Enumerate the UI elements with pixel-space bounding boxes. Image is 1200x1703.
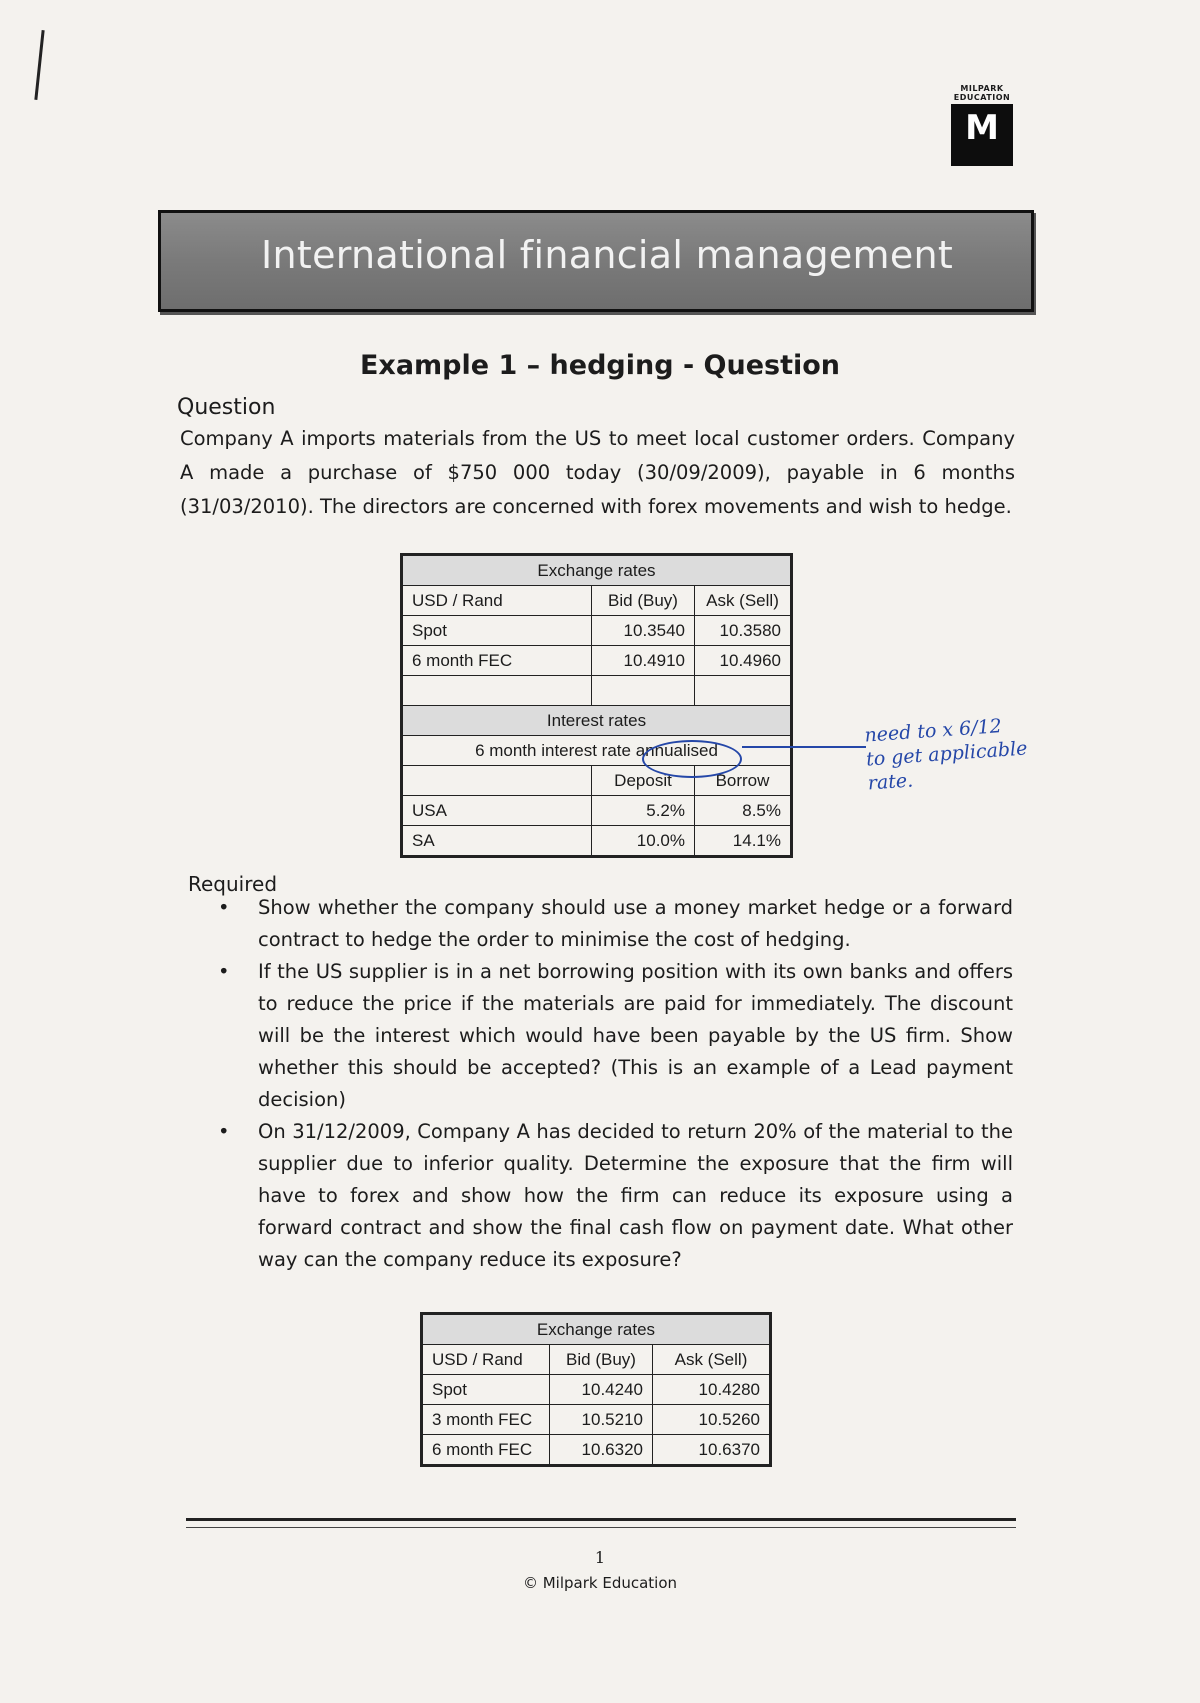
table-row bbox=[402, 676, 792, 706]
table-cell bbox=[695, 676, 792, 706]
table-cell: 10.6320 bbox=[550, 1435, 653, 1466]
interest-rate-subtitle: 6 month interest rate annualised bbox=[402, 736, 792, 766]
table-row bbox=[402, 586, 792, 616]
table-row bbox=[422, 1314, 771, 1345]
page-title: Example 1 – hedging - Question bbox=[359, 350, 841, 381]
table-row bbox=[422, 1345, 771, 1375]
handwritten-note-line: to get applicable bbox=[865, 737, 1029, 771]
logo-letter: M bbox=[951, 104, 1013, 166]
handwritten-note-line: rate. bbox=[867, 769, 914, 795]
annotation-arrow-line bbox=[742, 746, 866, 748]
milpark-logo bbox=[950, 84, 1014, 166]
interest-rates-title: Interest rates bbox=[402, 706, 792, 736]
list-item: • Show whether the company should use a money market hedge or a forward contract to hedge the order to minimise the cost of hedging. bbox=[218, 896, 1013, 951]
table-cell: 10.4280 bbox=[653, 1375, 771, 1405]
table-cell: 10.0% bbox=[592, 826, 695, 857]
table-row bbox=[422, 1435, 771, 1466]
table-cell: 14.1% bbox=[695, 826, 792, 857]
table-cell: Bid (Buy) bbox=[550, 1345, 653, 1375]
table-cell: Borrow bbox=[695, 766, 792, 796]
table-cell: 10.4960 bbox=[695, 646, 792, 676]
logo-text-line1: MILPARK bbox=[960, 84, 1004, 93]
table-cell: 10.3540 bbox=[592, 616, 695, 646]
table-cell: 6 month FEC bbox=[402, 646, 592, 676]
table-cell: 10.4240 bbox=[550, 1375, 653, 1405]
handwritten-note bbox=[864, 712, 1030, 795]
table-row bbox=[402, 826, 792, 857]
table-cell: Spot bbox=[422, 1375, 550, 1405]
table-cell bbox=[402, 766, 592, 796]
table-cell bbox=[592, 676, 695, 706]
table-cell: Deposit bbox=[592, 766, 695, 796]
table-cell bbox=[402, 676, 592, 706]
question-text: Company A imports materials from the US to meet local customer orders. Company A made a purchase of $750 000 today (30/09/2009), payable in 6 months (31/03/2010). The directors are concerned with forex movements and wish to hedge. bbox=[180, 427, 1015, 518]
question-heading: Question bbox=[177, 395, 276, 420]
table-cell: 8.5% bbox=[695, 796, 792, 826]
banner-title: International financial management bbox=[261, 233, 954, 277]
table-cell: 10.5260 bbox=[653, 1405, 771, 1435]
table-cell: 10.3580 bbox=[695, 616, 792, 646]
table-cell: 5.2% bbox=[592, 796, 695, 826]
table-cell: SA bbox=[402, 826, 592, 857]
required-list bbox=[218, 892, 1013, 1276]
copyright: © Milpark Education bbox=[522, 1574, 678, 1592]
title-banner bbox=[158, 210, 1034, 312]
exchange-rates-table-2 bbox=[420, 1312, 772, 1467]
table-row bbox=[422, 1405, 771, 1435]
list-item: • On 31/12/2009, Company A has decided to return 20% of the material to the supplier due to inferior quality. Determine the exposure that the firm will have to forex and show how the firm can reduce its exposure using a forward contract and show the final cash flow on payment date. What other way can the company reduce its exposure? bbox=[218, 1120, 1013, 1271]
table-cell: USD / Rand bbox=[422, 1345, 550, 1375]
table-cell: 10.5210 bbox=[550, 1405, 653, 1435]
list-item-text: On 31/12/2009, Company A has decided to return 20% of the material to the supplier due to inferior quality. Determine the exposure that the firm will have to forex and show how the firm can reduce its exposure using a forward contract and show the final cash flow on payment date. What other way can the company reduce its exposure? bbox=[258, 1120, 1013, 1271]
table-cell: Bid (Buy) bbox=[592, 586, 695, 616]
list-item: • If the US supplier is in a net borrowing position with its own banks and offers to reduce the price if the materials are paid for immediately. The discount will be the interest which would have been payable by the US firm. Show whether this should be accepted? (This is an example of a Lead payment decision) bbox=[218, 960, 1013, 1111]
table-cell: Spot bbox=[402, 616, 592, 646]
list-item-text: If the US supplier is in a net borrowing position with its own banks and offers to reduce the price if the materials are paid for immediately. The discount will be the interest which would have been payable by the US firm. Show whether this should be accepted? (This is an example of a Lead payment decision) bbox=[258, 960, 1013, 1111]
exchange-rates-title: Exchange rates bbox=[422, 1314, 771, 1345]
table-cell: USA bbox=[402, 796, 592, 826]
pen-mark bbox=[34, 30, 44, 100]
table-row bbox=[402, 796, 792, 826]
logo-text-line2: EDUCATION bbox=[953, 93, 1011, 102]
table-row bbox=[402, 706, 792, 736]
exchange-rates-title: Exchange rates bbox=[402, 555, 792, 586]
list-item-text: Show whether the company should use a money market hedge or a forward contract to hedge the order to minimise the cost of hedging. bbox=[258, 896, 1013, 951]
table-cell: 10.4910 bbox=[592, 646, 695, 676]
page-number: 1 bbox=[594, 1548, 606, 1567]
table-cell: USD / Rand bbox=[402, 586, 592, 616]
annotation-circle bbox=[642, 740, 742, 778]
table-row bbox=[402, 766, 792, 796]
table-cell: Ask (Sell) bbox=[653, 1345, 771, 1375]
table-cell: Ask (Sell) bbox=[695, 586, 792, 616]
table-cell: 10.6370 bbox=[653, 1435, 771, 1466]
handwritten-note-line: need to x 6/12 bbox=[863, 715, 1003, 747]
table-row bbox=[422, 1375, 771, 1405]
footer-rule bbox=[186, 1518, 1016, 1528]
exchange-interest-table bbox=[400, 553, 793, 858]
required-heading: Required bbox=[188, 872, 278, 896]
table-cell: 6 month FEC bbox=[422, 1435, 550, 1466]
table-row bbox=[402, 646, 792, 676]
table-cell: 3 month FEC bbox=[422, 1405, 550, 1435]
table-row bbox=[402, 616, 792, 646]
table-row bbox=[402, 555, 792, 586]
